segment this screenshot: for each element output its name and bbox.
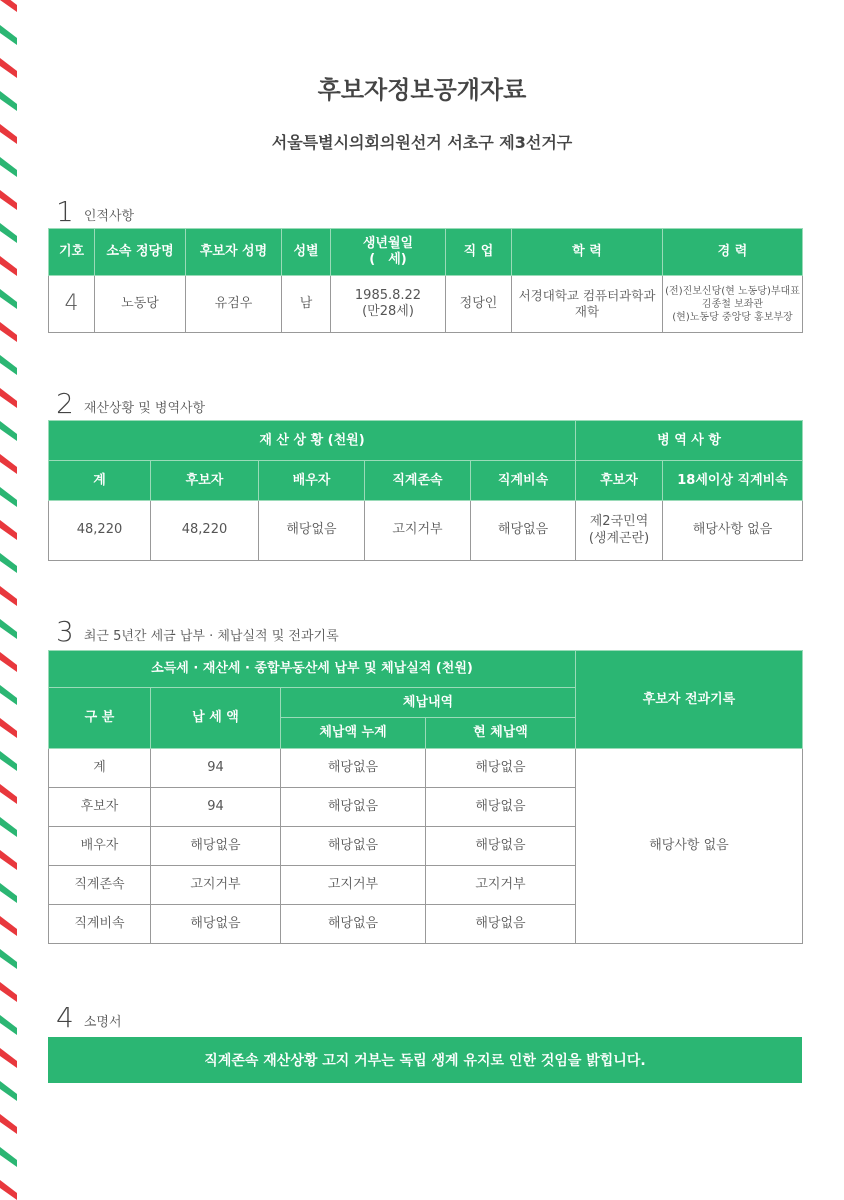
career-item: 김종철 보좌관 [701,298,764,310]
tax-group-header: 소득세 · 재산세 · 종합부동산세 납부 및 체납실적 (천원) [49,651,576,688]
tax-paid-header: 납 세 액 [151,688,281,749]
birth-date [331,276,446,333]
table-cell: 해당없음 [259,501,365,561]
stripe [0,520,17,540]
personal-info-table [48,228,803,333]
column-header: 성별 [282,229,331,276]
stripe [0,619,17,639]
stripe [0,1081,17,1101]
column-header: 계 [49,461,151,501]
stripe [0,718,17,738]
stripe [0,916,17,936]
stripe [0,421,17,441]
section-number: 2 [56,387,74,420]
table-cell: 해당없음 [426,749,576,788]
section-number: 4 [56,1001,74,1034]
table-cell: 해당없음 [426,788,576,827]
stripe [0,1048,17,1068]
stripe [0,850,17,870]
military-group-header: 병 역 사 항 [576,421,803,461]
candidate-name: 유검우 [186,276,282,333]
column-header: 직계존속 [365,461,471,501]
table-cell: 해당없음 [151,905,281,944]
section-label: 인적사항 [83,209,135,224]
column-header: 후보자 성명 [186,229,282,276]
category-header: 구 분 [49,688,151,749]
column-header: 후보자 [576,461,663,501]
table-cell: 해당없음 [151,827,281,866]
criminal-record-value: 해당사항 없음 [576,749,803,944]
stripe [0,322,17,342]
stripe [0,949,17,969]
decorative-stripe-border [0,0,30,1200]
column-header: 기호 [49,229,95,276]
stripe [0,784,17,804]
column-header: 학 력 [512,229,663,276]
stripe [0,685,17,705]
table-cell: 후보자 [49,788,151,827]
stripe [0,487,17,507]
stripe [0,586,17,606]
table-cell: 고지거부 [151,866,281,905]
column-header: 후보자 [151,461,259,501]
stripe [0,157,17,177]
stripe [0,652,17,672]
column-header: 생년월일 ( 세) [331,229,446,276]
section-2-heading [56,387,206,420]
table-cell: 계 [49,749,151,788]
candidate-number: 4 [49,276,95,333]
stripe [0,25,17,45]
arrears-total-header: 체납액 누계 [281,718,426,749]
section-1-heading [56,195,135,228]
stripe [0,289,17,309]
table-cell: 해당없음 [281,788,426,827]
table-cell: 고지거부 [281,866,426,905]
party-name: 노동당 [95,276,186,333]
table-cell: 해당없음 [281,749,426,788]
column-header: 직 업 [446,229,512,276]
property-military-table [48,420,803,561]
page-subtitle: 서울특별시의회의원선거 서초구 제3선거구 [271,133,573,152]
stripe [0,751,17,771]
gender: 남 [282,276,331,333]
property-group-header: 재 산 상 황 (천원) [49,421,576,461]
table-cell: 94 [151,788,281,827]
section-3-heading [56,615,339,648]
table-cell: 배우자 [49,827,151,866]
stripe [0,1015,17,1035]
column-header: 배우자 [259,461,365,501]
table-cell: 해당없음 [281,827,426,866]
stripe [0,388,17,408]
table-cell: 고지거부 [426,866,576,905]
criminal-record-header: 후보자 전과기록 [576,651,803,749]
table-cell: 직계존속 [49,866,151,905]
career [663,276,803,333]
stripe [0,223,17,243]
column-header: 경 력 [663,229,803,276]
stripe [0,817,17,837]
table-cell: 직계비속 [49,905,151,944]
table-cell: 해당없음 [426,905,576,944]
section-label: 재산상황 및 병역사항 [83,401,206,416]
table-cell: 94 [151,749,281,788]
page-title: 후보자정보공개자료 [317,76,527,104]
table-cell: 고지거부 [365,501,471,561]
table-cell: 48,220 [151,501,259,561]
career-item: (전)진보신당(현 노동당)부대표 [665,285,800,297]
stripe [0,1180,17,1200]
stripe [0,883,17,903]
table-cell: 해당사항 없음 [663,501,803,561]
stripe [0,256,17,276]
column-header: 직계비속 [471,461,576,501]
job: 정당인 [446,276,512,333]
stripe [0,454,17,474]
section-label: 소명서 [83,1015,122,1030]
stripe [0,0,17,12]
section-4-heading [56,1001,122,1034]
section-number: 1 [56,195,74,228]
age-value: (만28세) [362,304,414,319]
tax-criminal-table [48,650,803,944]
stripe [0,190,17,210]
table-cell: 해당없음 [426,827,576,866]
table-cell: 해당없음 [281,905,426,944]
section-label: 최근 5년간 세금 납부 · 체납실적 및 전과기록 [83,629,339,644]
birth-date-value: 1985.8.22 [354,287,422,303]
education: 서경대학교 컴퓨터과학과 재학 [512,276,663,333]
table-cell: 48,220 [49,501,151,561]
table-cell: 해당없음 [471,501,576,561]
career-item: (현)노동당 중앙당 홍보부장 [672,311,793,323]
section-number: 3 [56,615,74,648]
table-row [49,749,803,788]
stripe [0,1147,17,1167]
stripe [0,355,17,375]
column-header: 18세이상 직계비속 [663,461,803,501]
column-header: 소속 정당명 [95,229,186,276]
stripe [0,1114,17,1134]
stripe [0,553,17,573]
arrears-current-header: 현 체납액 [426,718,576,749]
arrears-group-header: 체납내역 [281,688,576,718]
statement-box: 직계존속 재산상황 고지 거부는 독립 생계 유지로 인한 것임을 밝힙니다. [48,1037,802,1083]
table-cell: 제2국민역 (생계곤란) [576,501,663,561]
stripe [0,982,17,1002]
